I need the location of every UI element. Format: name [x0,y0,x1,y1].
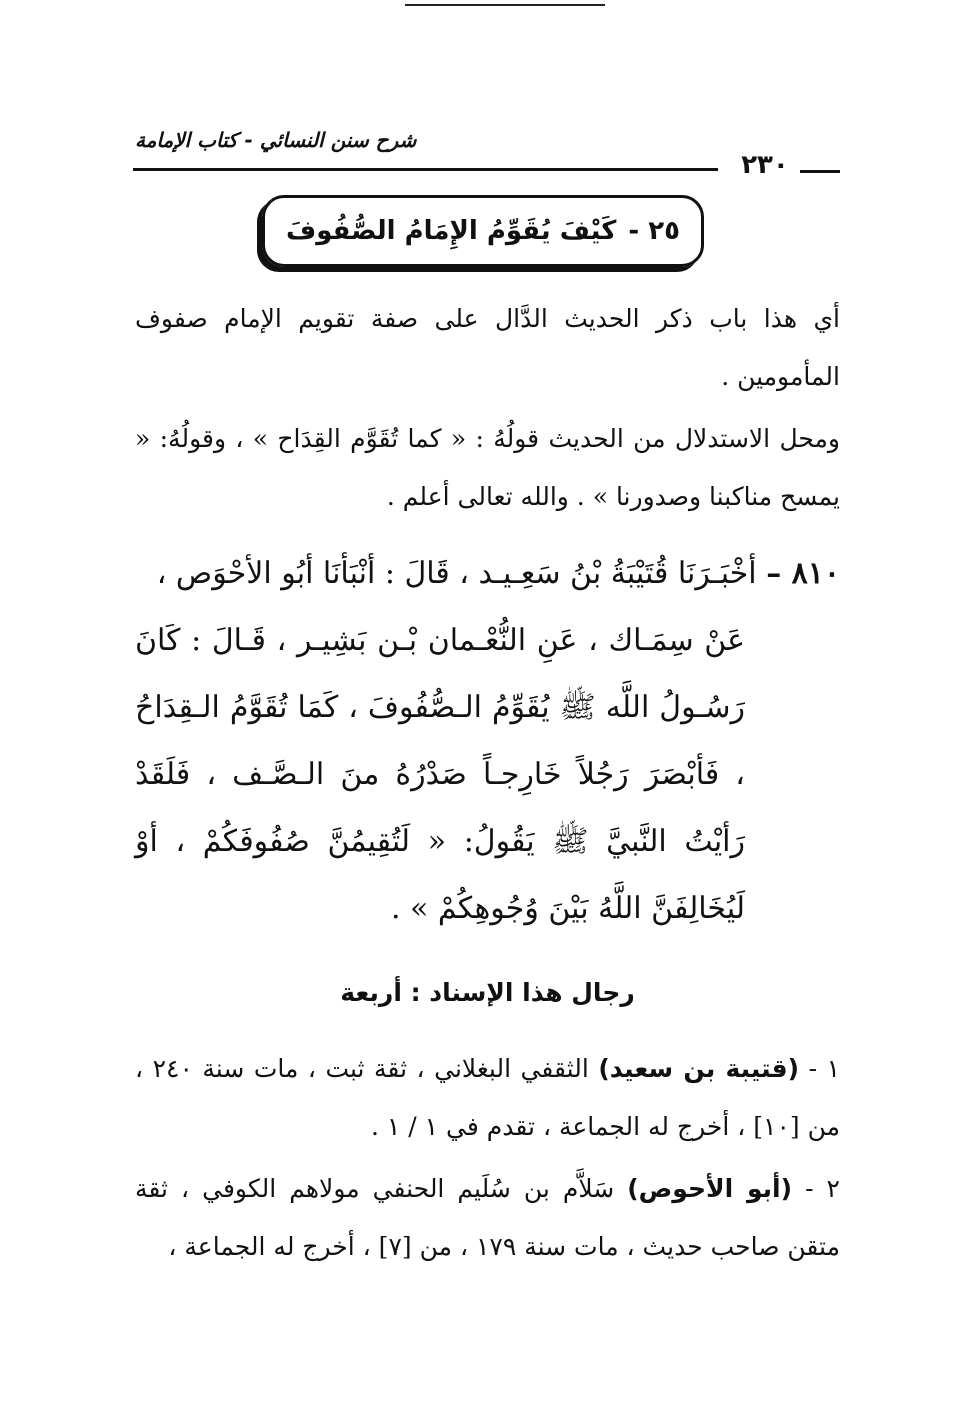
narrator-name: (قتيبة بن سعيد) [598,1054,800,1083]
chapter-number: ٢٥ - [628,216,680,246]
top-rule [405,4,605,6]
rijal-heading: رجال هذا الإسناد : أربعة [340,978,635,1007]
narrator-index: ٢ - [805,1174,840,1203]
narrator-name: (أبو الأحوص) [627,1174,793,1203]
narrator-text: سَلاَّم بن سُلَيم الحنفي مولاهم الكوفي ، ثقة متقن صاحب حديث ، مات سنة ١٧٩ ، من [٧] ، أخرج له الجماعة ، [135,1174,840,1261]
narrator-item-2 [135,1160,840,1276]
hadith-first-line: أخْبَـرَنَا قُتَيْبَةُ بْنُ سَعِـيـد ، قَالَ : أنْبَأنَا أبُو الأحْوَص ، [156,556,757,591]
page-number: ٢٣٠ [741,150,789,180]
narrator-text: الثقفي البغلاني ، ثقة ثبت ، مات سنة ٢٤٠ ، من [١٠] ، أخرج له الجماعة ، تقدم في ١ / ١ . [135,1054,840,1141]
page-number-dash [800,170,840,173]
narrator-item-1 [135,1040,840,1156]
intro-paragraph-2: ومحل الاستدلال من الحديث قولُهُ : « كما تُقَوَّم القِدَاح » ، وقولُهُ: « يمسح مناكبنا وصدورنا » . والله تعالى أعلم . [135,424,840,511]
narrator-index: ١ - [808,1054,841,1083]
hadith-text: عَنْ سِمَـاك ، عَنِ النُّعْـمان بْـن بَشِيـر ، قَـالَ : كَانَ رَسُـولُ اللَّه ﷺ يُقَوِّمُ الـصُّفُوفَ ، كَمَا تُقَوَّمُ الـقِدَاحُ ، فَأبْصَرَ رَجُلاً خَارِجـاً صَدْرُهُ منَ الـصَّـف ، فَلَقَدْ رَأيْتُ النَّبيَّ ﷺ يَقُولُ: « لَتُقِيمُنَّ صُفُوفَكُمْ ، أوْ لَيُخَالِفَنَّ اللَّهُ بَيْنَ وُجُوهِكُمْ » . [135,623,745,926]
header-rule [133,168,718,171]
hadith-number: ٨١٠ – [766,556,840,591]
intro-paragraph-1: أي هذا باب ذكر الحديث الدَّال على صفة تقويم الإمام صفوف المأمومين . [135,304,840,391]
running-title: شرح سنن النسائي - كتاب الإمامة [135,128,417,152]
chapter-title: كَيْفَ يُقَوِّمُ الإِمَامُ الصُّفُوفَ [286,216,617,246]
chapter-title-box [262,195,704,267]
hadith-block [135,540,840,942]
